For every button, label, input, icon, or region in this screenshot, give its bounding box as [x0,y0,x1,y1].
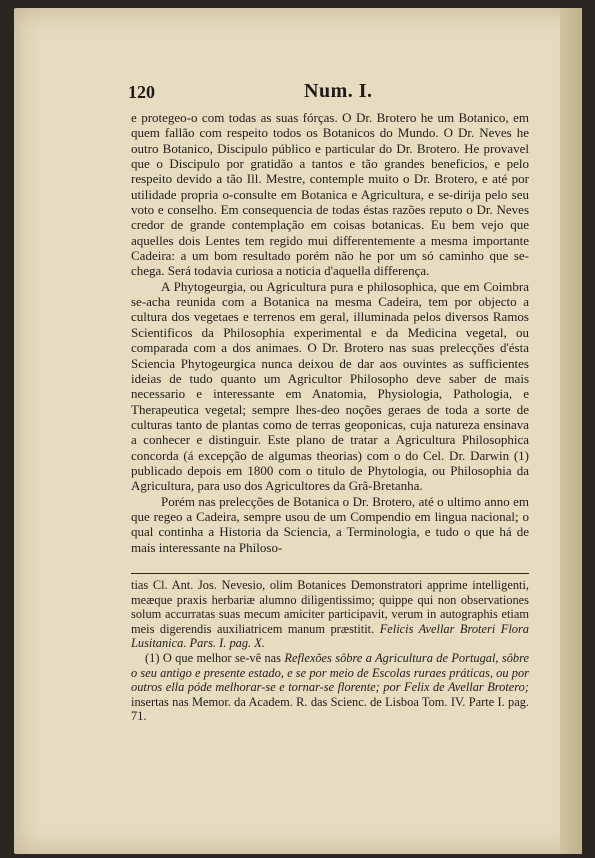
paragraph-continued: e protegeo-o com todas as suas fórças. O Dr. Brotero he um Botanico, em quem fallão com respeito todos os Botanicos do Mundo. O Dr. Neves he outro Botanico, Discipulo público e particular do Dr. Brotero. He provavel que o Discipulo por gratidão a tantos e tão grandes beneficios, e pelo respeito devido a tão Ill. Mestre, contemple muito o Dr. Brotero, e até por utilidade propria o-consulte em Botanica e Agricultura, e se-dirija pelo seu voto e conselho. Em consequencia de todas éstas razões reputo o Dr. Neves credor de grande contemplação em coisas botanicas. Eu bem vejo que aquelles dois Lentes tem regido mui differentemente a mesma importante Cadeira: a um bom resultado porém não he por um só caminho que se-chega. Será todavia curiosa a noticia d'aquella differença. [131,110,529,279]
footnote-continued-text: tias Cl. Ant. Jos. Nevesio, olim Botanices Demonstratori apprime intelligenti, meæque praxis herbariæ alumno diligentissimo; quippe qui non observationes solum accurratas suas mecum amiciter participavit, verum in autographis etiam meis digerendis auxiliatricem manum præstitit. [131,578,529,636]
paragraph-phytogeurgia: A Phytogeurgia, ou Agricultura pura e philosophica, que em Coimbra se-acha reunida com a Botanica na mesma Cadeira, tem por objecto a cultura dos vegetaes e terrenos em geral, illuminada pelos diversos Ramos Scientificos da Philosophia experimental e da Medicina vegetal, ou comparada com a dos animaes. O Dr. Brotero nas suas prelecções d'ésta Sciencia Phytogeurgica nunca deixou de dar aos ouvintes as sufficientes ideias de tudo quanto um Agricultor Philosopho deve saber de mais necessario e interessante em Anatomia, Physiologia, Pathologia, e Therapeutica vegetal; sempre lhes-deo noções geraes de toda a sorte de culturas tanto de plantas como de terras geoponicas, cuja natureza ensinava a conhecer e distinguir. Este plano de tratar a Agricultura Philosophica concorda (á excepção de algumas theorias) com o do Cel. Dr. Darwin (1) publicado depois em 1800 com o titulo de Phytologia, ou Philosophia da Agricultura, para uso dos Agricultores da Grã-Bretanha. [131,278,529,494]
footnote-1 [131,651,529,724]
page-gutter-shadow [560,8,582,854]
footnote-divider [131,573,529,574]
running-head: Num. I. [304,80,373,102]
footnote-1-lead: O que melhor se-vê nas [162,650,281,665]
footnote-1-tail: insertas nas Memor. da Academ. R. das Scienc. de Lisboa Tom. IV. Parte I. pag. 71. [131,694,529,724]
page-number: 120 [128,82,155,102]
footnotes [131,578,529,724]
footnote-continued [131,578,529,651]
footnote-1-mark: (1) [145,650,160,665]
footnote-source: Felicis Avellar Broteri Flora Lusitanica. Pars. I. pag. X. [131,621,529,651]
page-header [128,80,528,106]
footnote-1-title: Reflexões sôbre a Agricultura de Portugal, sôbre o seu antigo e presente estado, e se por meio de Escolas ruraes práticas, ou por outros ella póde melhorar-se e tornar-se florente; por Felix de Avellar Brotero; [131,650,529,695]
paragraph-botanica: Porém nas prelecções de Botanica o Dr. Brotero, até o ultimo anno em que regeo a Cadeira, sempre usou de um Compendio em lingua nacional; o qual continha a Historia da Sciencia, a Terminologia, e tudo o que há de mais interessante na Philoso- [131,493,529,555]
main-text [131,110,529,555]
